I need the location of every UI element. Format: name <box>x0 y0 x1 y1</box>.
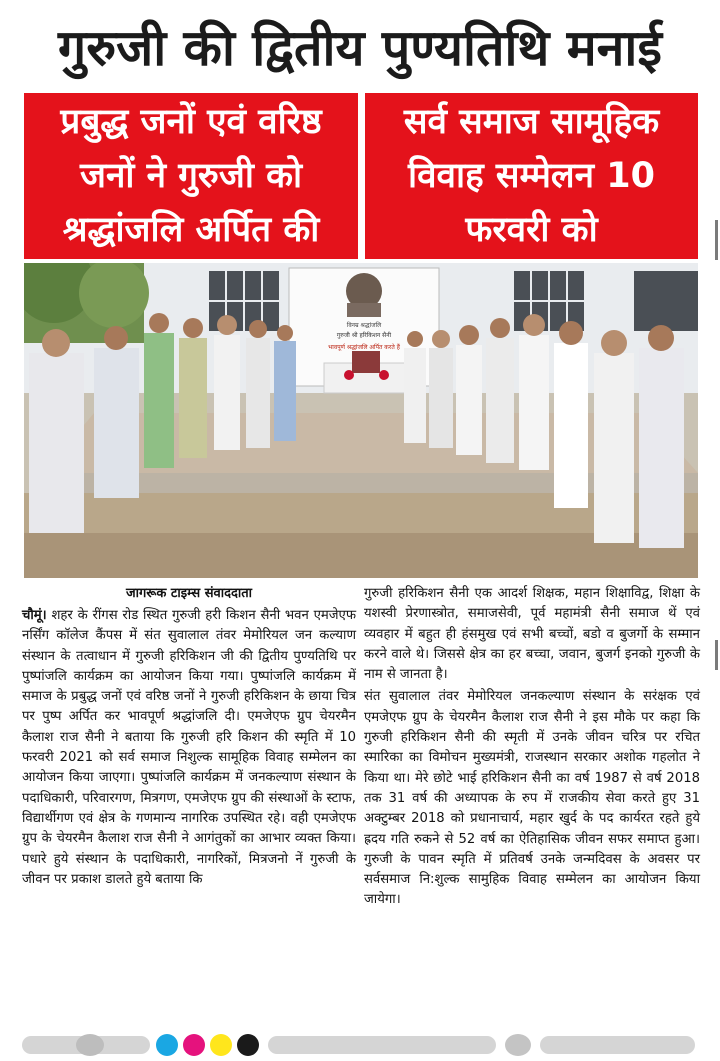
registration-bar <box>268 1036 496 1054</box>
magenta-dot <box>183 1034 205 1056</box>
poster-line-2: गुरुजी श्री हरिकिशन सैनी <box>336 332 392 339</box>
yellow-dot <box>210 1034 232 1056</box>
dateline: चौमूं। <box>22 608 47 623</box>
page-edge-mark <box>715 640 718 670</box>
article-left-body: शहर के रींगस रोड स्थित गुरुजी हरी किशन सैनी भवन एमजेएफ नर्सिंग कॉलेज कैंपस में संत सुवालाल तंवर मेमोरियल जन कल्याण संस्थान के तत्वाधान में गुरुजी हरिकिशन जी की द्वितीय पुण्यतिथि पर पुष्पांजलि कार्यक्रम का आयोजन किया गया। पुष्पांजलि कार्यक्रम में समाज के प्रबुद्ध जनों एवं वरिष्ठ जनों ने गुरुजी हरिकिशन के छाया चित्र पर पुष्प अर्पित कर भावपूर्ण श्रद्धांजलि दी। एमजेएफ ग्रुप चेयरमैन कैलाश राज सैनी ने बताया कि गुरुजी हरि किशन की स्मृति में 10 फरवरी 2021 को सर्व समाज निशुल्क सामूहिक विवाह सम्मेलन का आयोजन किया जाएगा। पुष्पांजलि कार्यक्रम में जनकल्याण संस्थान के पदाधिकारी, परिवारगण, मित्रगण, एमजेएफ ग्रुप की संस्थाओं के स्टाफ, विद्यार्थीगण एवं क्षेत्र के गणमान्य नागरिक उपस्थित रहे। वही एमजेएफ ग्रुप के चेयरमैन कैलाश राज सैनी ने आगंतुकों का आभार व्यक्त किया। पधारे हुये संस्थान के पदाधिकारी, नागरिकों, मित्रजनो नें गुरुजी के जीवन पर प्रकाश डालते हुये बताया कि <box>22 608 356 887</box>
page-edge-mark <box>715 220 718 260</box>
article-column-left <box>22 584 356 890</box>
gray-dot <box>76 1034 104 1056</box>
article-right-para-1: गुरुजी हरिकिशन सैनी एक आदर्श शिक्षक, महान शिक्षाविद्व, शिक्षा के यशस्वी प्रेरणास्त्रोत, समाजसेवी, पूर्व महामंत्री सैनी समाज थें एवं व्यवहार में बहुत ही हंसमुख एवं सभी बच्चों, बडो व बुजर्गो के सम्मान करने वाले थे। जिससे क्षेत्र का हर बच्चा, जवान, बुजर्ग इनको गुरुजी के नाम से जानता है। <box>364 586 700 683</box>
article-left-text <box>22 606 356 890</box>
event-photo <box>24 263 698 578</box>
banner-right: सर्व समाज सामूहिक विवाह सम्मेलन 10 फरवरी को <box>365 93 698 259</box>
poster-line-3: भावपूर्ण श्रद्धांजलि अर्पित करते हैं <box>328 344 400 351</box>
banner-left: प्रबुद्ध जनों एवं वरिष्ठ जनों ने गुरुजी को श्रद्धांजलि अर्पित की <box>24 93 358 259</box>
article-right-para-2: संत सुवालाल तंवर मेमोरियल जनकल्याण संस्थान के सरंक्षक एवं एमजेएफ ग्रुप के चेयरमैन कैलाश राज सैनी ने इस मौके पर कहा कि गुरुजी हरिकिशन सैनी की स्मृती में उनके जीवन चरित्र पर रचित स्मारिका का विमोचन मुख्यमंत्री, राजस्थान सरकार अशोक गहलोत ने किया था। मेरे छोटे भाई हरिकिशन सैनी का वर्ष 1987 से वर्ष 2018 तक 31 वर्ष की अध्यापक के रुप में राजकीय सेवा करते हुए 31 अक्टुम्बर 2018 को प्रधानाचार्य, महार खुर्द के पद कार्यरत रहते हुये ह्रदय गति रुकने से 52 वर्ष का ऐतिहासिक जीवन सफर समाप्त हुआ। गुरुजी के पावन स्मृति में प्रतिवर्ष उनके जन्मदिवस के अवसर पर सर्वसमाज नि:शुल्क सामुहिक विवाह सम्मेलन का आयोजन किया जायेगा। <box>364 689 700 908</box>
registration-bar <box>540 1036 695 1054</box>
poster-line-1: विनम्र श्रद्धांजलि <box>346 322 382 329</box>
article-column-right <box>364 584 700 911</box>
cyan-dot <box>156 1034 178 1056</box>
gray-dot <box>505 1034 531 1056</box>
black-dot <box>237 1034 259 1056</box>
byline: जागरूक टाइम्स संवाददाता <box>125 586 253 601</box>
headline: गुरुजी की द्वितीय पुण्यतिथि मनाई <box>58 19 662 77</box>
